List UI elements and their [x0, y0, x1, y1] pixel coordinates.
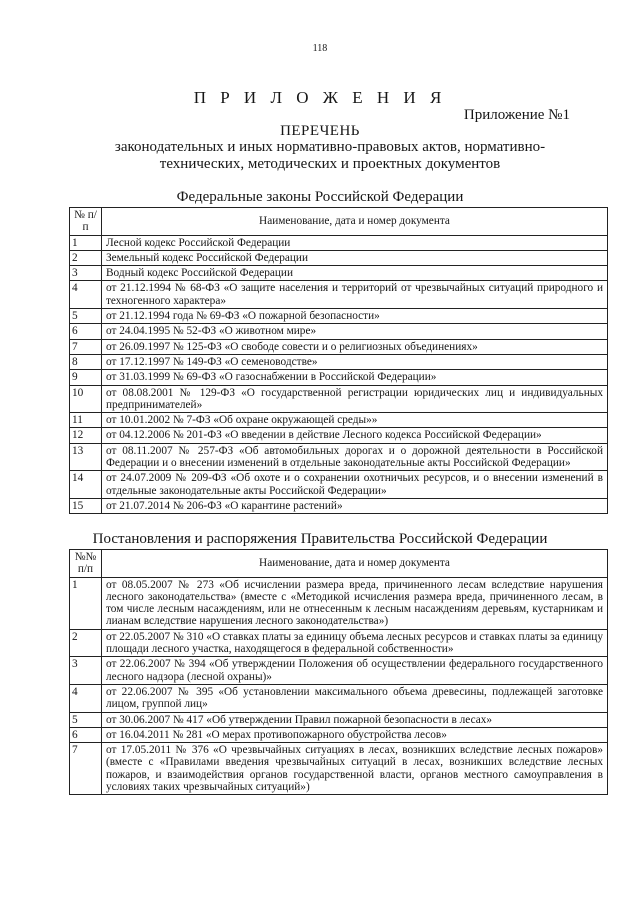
row-number: 7 — [70, 339, 102, 354]
column-header-number: №№ п/п — [70, 550, 102, 578]
row-number: 12 — [70, 428, 102, 443]
section-title-federal-laws: Федеральные законы Российской Федерации — [176, 189, 464, 205]
document-name: от 17.12.1997 № 149-ФЗ «О семеноводстве» — [102, 354, 608, 369]
row-number: 3 — [70, 657, 102, 685]
document-name: от 31.03.1999 № 69-ФЗ «О газоснабжении в Российской Федерации» — [102, 370, 608, 385]
government-decrees-table — [69, 549, 608, 795]
row-number: 3 — [70, 266, 102, 281]
table-row — [70, 235, 608, 250]
table-row — [70, 324, 608, 339]
row-number: 2 — [70, 250, 102, 265]
table-row — [70, 712, 608, 727]
row-number: 2 — [70, 629, 102, 657]
table-row — [70, 577, 608, 629]
document-name: Лесной кодекс Российской Федерации — [102, 235, 608, 250]
table-row — [70, 443, 608, 471]
row-number: 13 — [70, 443, 102, 471]
table-row — [70, 385, 608, 413]
page-number: 118 — [312, 43, 328, 54]
row-number: 5 — [70, 712, 102, 727]
row-number: 4 — [70, 684, 102, 712]
document-name: от 21.12.1994 № 68-ФЗ «О защите населения и территорий от чрезвычайных ситуаций природного и техногенного характера» — [102, 281, 608, 309]
table-header-row — [70, 550, 608, 578]
row-number: 5 — [70, 309, 102, 324]
list-subtitle: законодательных и иных нормативно-правовых актов, нормативно-технических, методических и проектных документов — [114, 139, 546, 172]
document-name: от 17.05.2011 № 376 «О чрезвычайных ситуациях в лесах, возникших вследствие лесных пожаров» (вместе с «Правилами введения чрезвычайных ситуаций в лесах, возникших вследствие лесных пожаров, и взаимодействия органов государственной власти, органов местного самоуправления в условиях таких чрезвычайных ситуаций») — [102, 743, 608, 795]
row-number: 4 — [70, 281, 102, 309]
row-number: 9 — [70, 370, 102, 385]
table-row — [70, 684, 608, 712]
row-number: 11 — [70, 413, 102, 428]
document-name: от 24.04.1995 № 52-ФЗ «О животном мире» — [102, 324, 608, 339]
table-row — [70, 657, 608, 685]
table-row — [70, 266, 608, 281]
column-header-number: № п/п — [70, 208, 102, 236]
document-name: от 08.05.2007 № 273 «Об исчислении размера вреда, причиненного лесам вследствие нарушения лесного законодательства» (вместе с «Методикой исчисления размера вреда, причиненного лесам, в том числе лесным насаждениям, или не отнесенным к лесным насаждениям деревьям, кустарникам и лианам вследствие нарушения лесного законодательства») — [102, 577, 608, 629]
table-row — [70, 629, 608, 657]
column-header-name: Наименование, дата и номер документа — [102, 550, 608, 578]
document-name: от 04.12.2006 № 201-ФЗ «О введении в действие Лесного кодекса Российской Федерации» — [102, 428, 608, 443]
document-name: от 21.07.2014 № 206-ФЗ «О карантине растений» — [102, 498, 608, 513]
table-row — [70, 370, 608, 385]
document-name: от 22.06.2007 № 394 «Об утверждении Положения об осуществлении федерального государственного лесного надзора (лесной охраны)» — [102, 657, 608, 685]
document-name: от 08.11.2007 № 257-ФЗ «Об автомобильных дорогах и о дорожной деятельности в Российской Федерации и о внесении изменений в отдельные законодательные акты Российской Федерации» — [102, 443, 608, 471]
document-name: Водный кодекс Российской Федерации — [102, 266, 608, 281]
document-name: от 08.08.2001 № 129-ФЗ «О государственной регистрации юридических лиц и индивидуальных предпринимателей» — [102, 385, 608, 413]
row-number: 7 — [70, 743, 102, 795]
row-number: 10 — [70, 385, 102, 413]
row-number: 1 — [70, 235, 102, 250]
table-row — [70, 727, 608, 742]
document-name: от 26.09.1997 № 125-ФЗ «О свободе совести и о религиозных объединениях» — [102, 339, 608, 354]
table-row — [70, 743, 608, 795]
table-row — [70, 471, 608, 499]
federal-laws-table-body — [70, 208, 608, 514]
table-row — [70, 309, 608, 324]
row-number: 6 — [70, 727, 102, 742]
row-number: 14 — [70, 471, 102, 499]
row-number: 8 — [70, 354, 102, 369]
table-row — [70, 281, 608, 309]
document-name: от 24.07.2009 № 209-ФЗ «Об охоте и о сохранении охотничьих ресурсов, и о внесении изменений в отдельные законодательные акты Российской Федерации» — [102, 471, 608, 499]
table-row — [70, 428, 608, 443]
table-row — [70, 413, 608, 428]
document-name: Земельный кодекс Российской Федерации — [102, 250, 608, 265]
table-row — [70, 339, 608, 354]
document-name: от 22.06.2007 № 395 «Об установлении максимального объема древесины, подлежащей заготовке лицом, группой лиц» — [102, 684, 608, 712]
appendices-heading: П Р И Л О Ж Е Н И Я — [193, 88, 447, 107]
row-number: 1 — [70, 577, 102, 629]
table-row — [70, 354, 608, 369]
table-header-row — [70, 208, 608, 236]
table-row — [70, 250, 608, 265]
row-number: 15 — [70, 498, 102, 513]
document-name: от 10.01.2002 № 7-ФЗ «Об охране окружающей среды»» — [102, 413, 608, 428]
appendix-label: Приложение №1 — [463, 107, 570, 123]
federal-laws-table — [69, 207, 608, 514]
row-number: 6 — [70, 324, 102, 339]
document-name: от 30.06.2007 № 417 «Об утверждении Правил пожарной безопасности в лесах» — [102, 712, 608, 727]
document-name: от 21.12.1994 года № 69-ФЗ «О пожарной безопасности» — [102, 309, 608, 324]
section-title-government-decrees: Постановления и распоряжения Правительства Российской Федерации — [92, 531, 548, 547]
document-name: от 16.04.2011 № 281 «О мерах противопожарного обустройства лесов» — [102, 727, 608, 742]
column-header-name: Наименование, дата и номер документа — [102, 208, 608, 236]
list-title: ПЕРЕЧЕНЬ — [280, 123, 360, 139]
table-row — [70, 498, 608, 513]
government-decrees-table-body — [70, 550, 608, 795]
document-name: от 22.05.2007 № 310 «О ставках платы за единицу объема лесных ресурсов и ставках платы за единицу площади лесного участка, находящегося в федеральной собственности» — [102, 629, 608, 657]
